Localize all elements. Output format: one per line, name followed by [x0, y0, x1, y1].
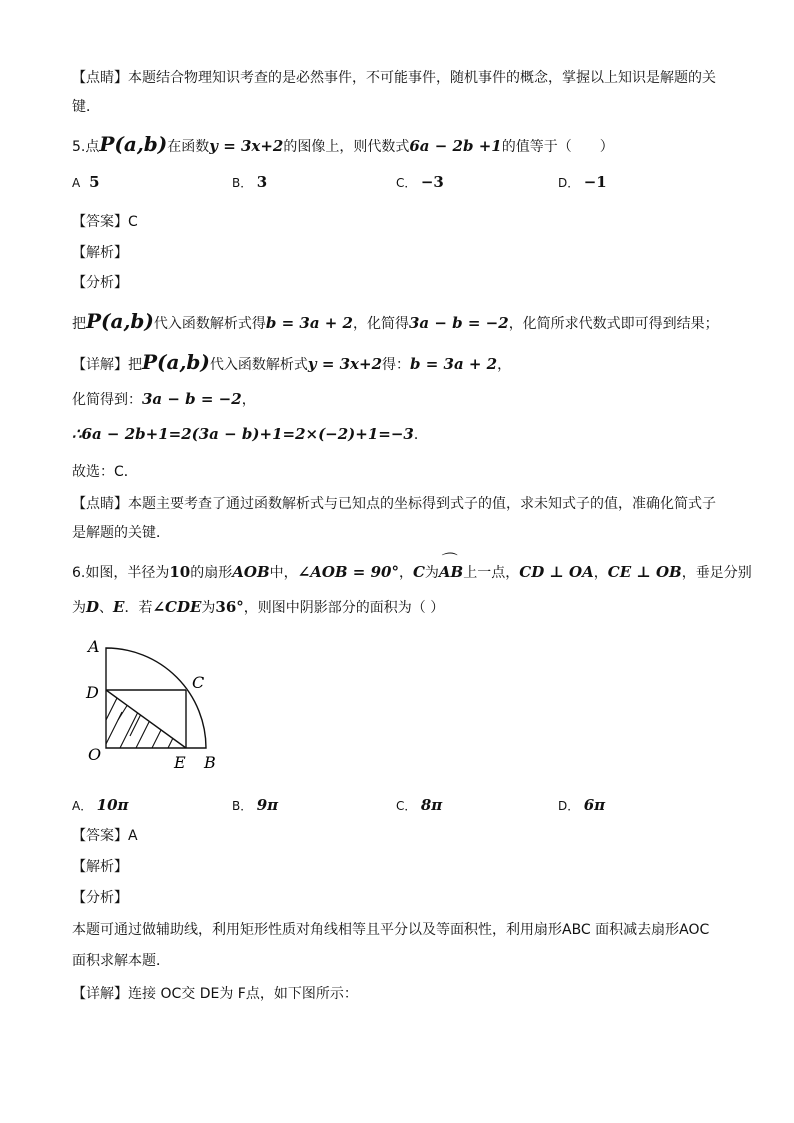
fenxi-label: 【分析】	[72, 275, 128, 291]
text-line: 【点睛】本题结合物理知识考查的是必然事件，不可能事件，随机事件的概念，掌握以上知识是解题的关	[72, 70, 716, 86]
shaded-region	[86, 688, 202, 752]
option-a: A． 10π	[72, 796, 129, 814]
sector-figure	[80, 632, 230, 782]
detail-line: 【详解】把P(a,b)代入函数解析式y = 3x+2得：b = 3a + 2，	[72, 350, 512, 374]
sector-outline	[106, 648, 206, 748]
text-line: 键．	[72, 99, 100, 115]
question-6-stem: 为D、E．若∠CDE为36°，则图中阴影部分的面积为（ ）	[72, 598, 445, 616]
option-c: C． −3	[396, 173, 444, 191]
option-b: B． 3	[232, 173, 268, 191]
option-a: A 5	[72, 173, 100, 191]
option-d: D． 6π	[558, 796, 606, 814]
fenxi-label: 【分析】	[72, 890, 128, 906]
analysis-line: 把P(a,b)代入函数解析式得b = 3a + 2，化简得3a − b = −2，化简所求代数式即可得到结果；	[72, 309, 719, 333]
label-b: B	[204, 753, 216, 772]
detail-line: 【详解】连接 OC交 DE为 F点，如下图所示：	[72, 986, 358, 1002]
choice-line: 故选：C．	[72, 464, 138, 480]
jiexi-label: 【解析】	[72, 245, 128, 261]
question-5-stem: 5.点P(a,b)在函数y = 3x+2的图像上，则代数式6a − 2b +1的值等于（ ）	[72, 132, 614, 156]
answer-label: 【答案】C	[72, 214, 138, 230]
dianjing-line: 是解题的关键．	[72, 525, 170, 541]
calculation-line: ∴6a − 2b+1=2(3a − b)+1=2×(−2)+1=−3．	[72, 425, 428, 443]
label-d: D	[86, 683, 99, 702]
label-o: O	[88, 745, 102, 764]
question-6-stem: 6.如图，半径为10的扇形AOB中，∠AOB = 90°，C为⌒ AB上一点，CD ⊥ OA，CE ⊥ OB，垂足分别	[72, 562, 752, 583]
option-d: D． −1	[558, 173, 607, 191]
option-b: B． 9π	[232, 796, 279, 814]
simplify-line: 化简得到：3a − b = −2，	[72, 390, 256, 408]
dianjing-line: 【点睛】本题主要考查了通过函数解析式与已知点的坐标得到式子的值，求未知式子的值，准确化简式子	[72, 496, 716, 512]
answer-label: 【答案】A	[72, 828, 138, 844]
label-c: C	[192, 673, 205, 692]
analysis-line: 本题可通过做辅助线，利用矩形性质对角线相等且平分以及等面积性，利用扇形ABC 面积减去扇形AOC	[72, 922, 710, 938]
analysis-line: 面积求解本题．	[72, 953, 170, 969]
option-c: C． 8π	[396, 796, 443, 814]
label-e: E	[174, 753, 186, 772]
label-a: A	[88, 637, 100, 656]
jiexi-label: 【解析】	[72, 859, 128, 875]
